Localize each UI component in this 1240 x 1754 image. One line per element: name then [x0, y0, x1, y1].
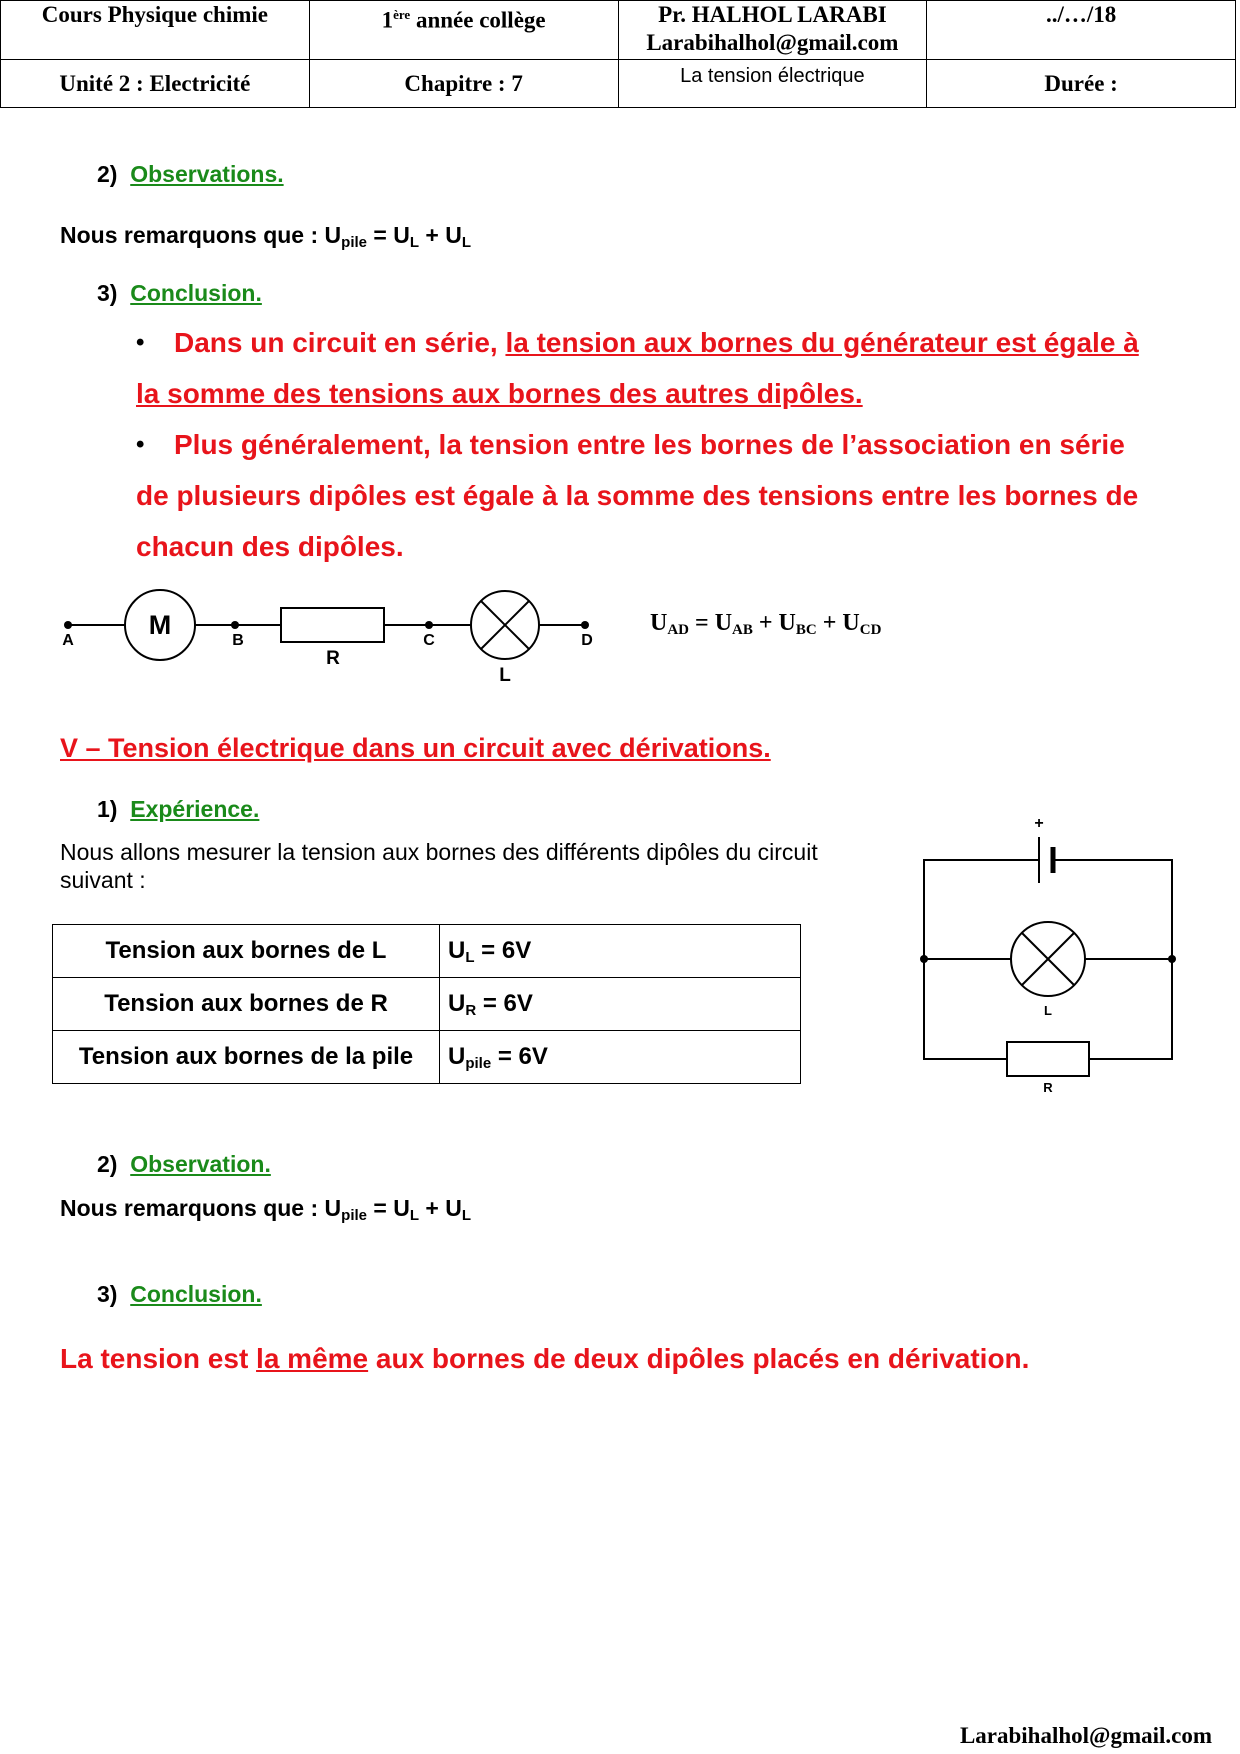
node-right — [1168, 955, 1176, 963]
obs-title: Observations. — [130, 161, 284, 187]
duration: Durée : — [1044, 70, 1118, 96]
resistor-symbol — [281, 608, 384, 642]
intro-line-2: suivant : — [60, 867, 146, 893]
lamp-label: L — [1044, 1003, 1052, 1018]
table-cell-label: Tension aux bornes de L — [53, 925, 440, 978]
table-row — [53, 978, 801, 1031]
concl-title: Conclusion. — [130, 280, 262, 306]
obs-number: 2) — [97, 161, 118, 187]
experience-heading — [97, 796, 259, 823]
table-cell-value — [440, 978, 801, 1031]
remark-sub: L — [461, 234, 471, 251]
node-c — [425, 621, 433, 629]
conclusion-heading-2 — [97, 1281, 262, 1308]
formula-sub: AD — [667, 622, 690, 638]
final-text: La tension est — [60, 1343, 257, 1374]
duration-cell — [927, 60, 1236, 108]
measurement-table — [52, 924, 801, 1084]
value-sub: L — [465, 948, 475, 966]
remark-text: + U — [419, 222, 462, 248]
value-sub: R — [465, 1001, 477, 1019]
remark-sub: L — [461, 1207, 471, 1224]
chapter-cell — [309, 60, 618, 108]
formula-part: + U — [816, 610, 860, 636]
observations-heading — [97, 161, 284, 188]
table-cell-value — [440, 1031, 801, 1084]
level-cell — [309, 1, 618, 60]
remark-text: Nous remarquons que : U — [60, 222, 342, 248]
intro-line-1: Nous allons mesurer la tension aux bornes des différents dipôles du circuit — [60, 839, 818, 865]
level-sup: ère — [393, 7, 411, 22]
page-cell — [927, 1, 1236, 60]
level: 1 — [381, 7, 394, 33]
label-r: R — [326, 648, 340, 669]
node-left — [920, 955, 928, 963]
bullet-icon: • — [136, 431, 145, 458]
exp-number: 1) — [97, 796, 118, 822]
remark-sub: pile — [341, 234, 367, 251]
formula-part: U — [650, 610, 668, 636]
header-table — [0, 0, 1236, 108]
bullet2-text-3: chacun des dipôles. — [136, 531, 404, 562]
topic: La tension électrique — [680, 64, 865, 87]
formula-sub: CD — [859, 622, 882, 638]
value-u: U — [448, 989, 466, 1017]
label-c: C — [423, 632, 435, 649]
label-a: A — [62, 632, 74, 649]
concl-number: 3) — [97, 280, 118, 306]
topic-cell — [618, 60, 927, 108]
obs-title: Observation. — [130, 1151, 271, 1177]
final-conclusion — [60, 1343, 1029, 1375]
value-number: = 6V — [476, 989, 533, 1017]
bullet2-text-2: de plusieurs dipôles est égale à la somme des tensions entre les bornes de — [136, 480, 1139, 511]
formula-sub: AB — [732, 622, 753, 638]
remark-line-2 — [60, 1195, 471, 1224]
resistor-symbol — [1007, 1042, 1089, 1076]
exp-title: Expérience. — [130, 796, 260, 822]
remark-line-1 — [60, 222, 471, 251]
chapter: Chapitre : 7 — [404, 70, 523, 96]
remark-sub: pile — [341, 1207, 367, 1224]
table-cell-label: Tension aux bornes de R — [53, 978, 440, 1031]
bullet1-underlined: la tension aux bornes du générateur est égale à — [505, 327, 1139, 358]
final-text: aux bornes de deux dipôles placés en dérivation. — [368, 1343, 1030, 1374]
course-cell — [1, 1, 310, 60]
course: Cours Physique chimie — [41, 2, 268, 27]
table-row — [53, 1031, 801, 1084]
footer-email: Larabihalhol@gmail.com — [959, 1723, 1212, 1748]
teacher-email: Larabihalhol@gmail.com — [646, 30, 899, 55]
formula-part: + U — [752, 610, 796, 636]
unit-cell — [1, 60, 310, 108]
final-underlined: la même — [256, 1343, 369, 1374]
table-cell-label: Tension aux bornes de la pile — [53, 1031, 440, 1084]
table-cell-value — [440, 925, 801, 978]
concl-number: 3) — [97, 1281, 118, 1307]
value-u: U — [448, 1042, 466, 1070]
bullet1-underlined-2: la somme des tensions aux bornes des autres dipôles. — [136, 378, 863, 409]
remark-sub: L — [409, 1207, 419, 1224]
remark-text: + U — [419, 1195, 462, 1221]
remark-text: Nous remarquons que : U — [60, 1195, 342, 1221]
observation-heading-2 — [97, 1151, 271, 1178]
teacher-cell — [618, 1, 927, 60]
value-number: = 6V — [491, 1042, 548, 1070]
series-formula — [650, 610, 881, 639]
obs-number: 2) — [97, 1151, 118, 1177]
formula-sub: BC — [795, 622, 817, 638]
teacher-name: Pr. HALHOL LARABI — [658, 2, 887, 27]
node-d — [581, 621, 589, 629]
label-b: B — [232, 632, 244, 649]
conclusion-bullet-1 — [136, 317, 1216, 572]
bullet2-text: Plus généralement, la tension entre les bornes de l’association en série — [174, 429, 1125, 460]
concl-title: Conclusion. — [130, 1281, 262, 1307]
motor-label: M — [148, 610, 172, 640]
remark-text: = U — [367, 1195, 410, 1221]
node-a — [64, 621, 72, 629]
page-number: ../…/18 — [1045, 2, 1117, 27]
unit: Unité 2 : Electricité — [59, 70, 251, 96]
label-l: L — [499, 665, 511, 686]
level-rest: année collège — [410, 7, 546, 33]
resistor-label: R — [1043, 1080, 1053, 1095]
formula-part: = U — [689, 610, 733, 636]
series-circuit-diagram — [55, 585, 615, 690]
value-number: = 6V — [474, 936, 532, 964]
bullet1-text: Dans un circuit en série, — [174, 327, 506, 358]
remark-sub: L — [409, 234, 419, 251]
remark-text: = U — [367, 222, 410, 248]
label-d: D — [581, 632, 593, 649]
parallel-circuit-diagram — [910, 805, 1180, 1095]
table-row — [53, 925, 801, 978]
section-v-title: V – Tension électrique dans un circuit avec dérivations. — [60, 733, 771, 763]
node-b — [231, 621, 239, 629]
value-sub: pile — [465, 1054, 492, 1072]
conclusion-heading — [97, 280, 262, 307]
value-u: U — [448, 936, 466, 964]
battery-plus-label: + — [1034, 815, 1044, 832]
bullet-icon: • — [136, 329, 145, 356]
experience-intro — [60, 838, 818, 894]
